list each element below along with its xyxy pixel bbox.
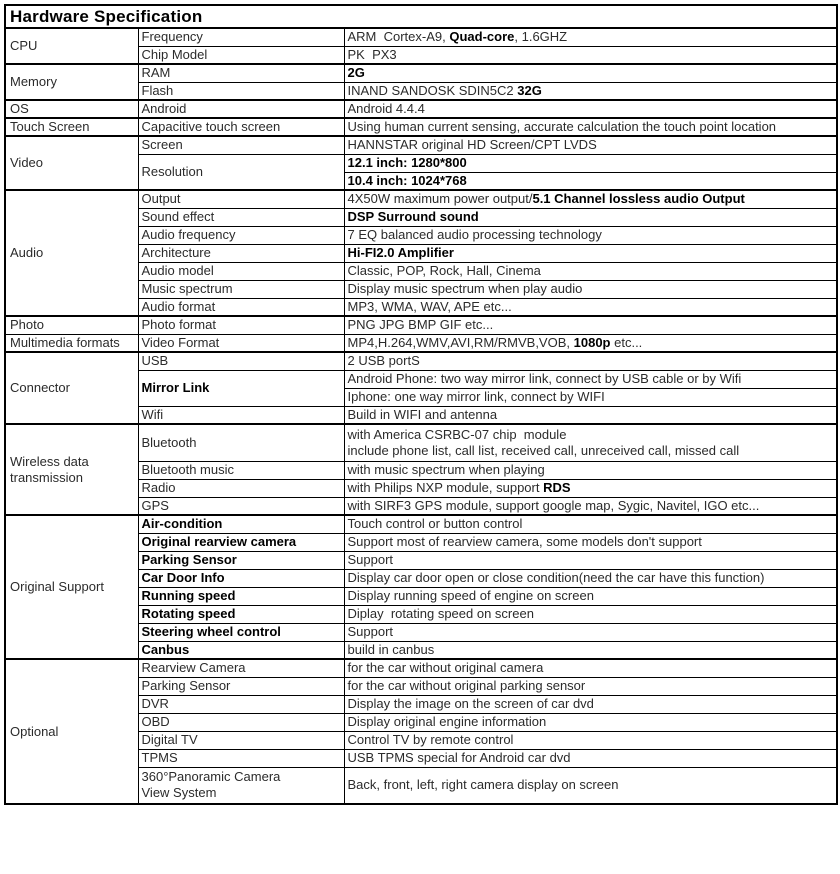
value-audio-format: MP3, WMA, WAV, APE etc... (344, 298, 837, 316)
value-usb: 2 USB portS (344, 352, 837, 370)
value-resolution-12 (344, 154, 837, 172)
value-sound-effect (344, 208, 837, 226)
value-part-bold: 1080p (573, 334, 611, 350)
value-air-condition: Touch control or button control (344, 515, 837, 533)
value-bluetooth (344, 424, 837, 461)
label-parking-sensor: Parking Sensor (138, 551, 344, 569)
label-ram: RAM (138, 64, 344, 82)
value-digital-tv: Control TV by remote control (344, 731, 837, 749)
value-output (344, 190, 837, 208)
value-line-2: include phone list, call list, received call, unreceived call, missed call (347, 442, 740, 458)
value-music-spectrum: Display music spectrum when play audio (344, 280, 837, 298)
label-usb: USB (138, 352, 344, 370)
table-row (5, 352, 837, 370)
value-frequency (344, 28, 837, 46)
category-audio: Audio (5, 190, 138, 316)
label-air-condition: Air-condition (138, 515, 344, 533)
value-optional-parking-sensor: for the car without original parking sensor (344, 677, 837, 695)
value-part: 4X50W maximum power output/ (347, 191, 533, 207)
title-row (5, 5, 837, 28)
value-video-format (344, 334, 837, 352)
label-mirror-link: Mirror Link (138, 370, 344, 406)
category-original-support: Original Support (5, 515, 138, 659)
value-part-bold: RDS (543, 480, 571, 495)
label-gps: GPS (138, 497, 344, 515)
label-photo-format: Photo format (138, 316, 344, 334)
label-chip-model: Chip Model (138, 46, 344, 64)
category-memory: Memory (5, 64, 138, 100)
label-wifi: Wifi (138, 406, 344, 424)
value-steering-wheel-control: Support (344, 623, 837, 641)
category-optional: Optional (5, 659, 138, 804)
label-music-spectrum: Music spectrum (138, 280, 344, 298)
table-row (5, 334, 837, 352)
label-canbus: Canbus (138, 641, 344, 659)
value-part: ARM Cortex-A9, (347, 29, 450, 45)
category-touch-screen: Touch Screen (5, 118, 138, 136)
value-screen: HANNSTAR original HD Screen/CPT LVDS (344, 136, 837, 154)
table-row (5, 118, 837, 136)
label-radio: Radio (138, 479, 344, 497)
value-rotating-speed: Diplay rotating speed on screen (344, 605, 837, 623)
value-part-bold: 2G (347, 65, 365, 81)
value-part-bold: Quad-core (449, 29, 515, 45)
value-car-door-info: Display car door open or close condition(need the car have this function) (344, 569, 837, 587)
label-audio-format: Audio format (138, 298, 344, 316)
value-part: with Philips NXP module, support (347, 480, 544, 495)
label-line-2: View System (141, 785, 217, 801)
label-dvr: DVR (138, 695, 344, 713)
label-video-format: Video Format (138, 334, 344, 352)
value-capacitive-touch-screen: Using human current sensing, accurate calculation the touch point location (344, 118, 837, 136)
category-cpu: CPU (5, 28, 138, 64)
category-os: OS (5, 100, 138, 118)
value-part-bold: 10.4 inch: 1024*768 (347, 172, 467, 188)
value-architecture (344, 244, 837, 262)
value-part: MP4,H.264,WMV,AVI,RM/RMVB,VOB, (347, 334, 574, 350)
value-part-bold: 12.1 inch: 1280*800 (347, 155, 467, 170)
value-original-rearview-camera: Support most of rearview camera, some models don't support (344, 533, 837, 551)
category-wireless-data-transmission: Wireless data transmission (5, 424, 138, 515)
value-part: , 1.6GHZ (514, 29, 568, 45)
table-row (5, 100, 837, 118)
label-running-speed: Running speed (138, 587, 344, 605)
value-flash (344, 82, 837, 100)
value-running-speed: Display running speed of engine on screen (344, 587, 837, 605)
category-photo: Photo (5, 316, 138, 334)
value-obd: Display original engine information (344, 713, 837, 731)
label-flash: Flash (138, 82, 344, 100)
value-mirror-link-iphone: Iphone: one way mirror link, connect by WIFI (344, 388, 837, 406)
label-sound-effect: Sound effect (138, 208, 344, 226)
value-tpms: USB TPMS special for Android car dvd (344, 749, 837, 767)
value-mirror-link-android: Android Phone: two way mirror link, connect by USB cable or by Wifi (344, 370, 837, 388)
label-panoramic-camera (138, 767, 344, 804)
page-title: Hardware Specification (5, 5, 837, 28)
value-bluetooth-music: with music spectrum when playing (344, 461, 837, 479)
label-line-1: 360°Panoramic Camera (141, 769, 281, 785)
value-chip-model: PK PX3 (344, 46, 837, 64)
label-optional-parking-sensor: Parking Sensor (138, 677, 344, 695)
value-part: INAND SANDOSK SDIN5C2 (347, 82, 518, 98)
label-original-rearview-camera: Original rearview camera (138, 533, 344, 551)
label-output: Output (138, 190, 344, 208)
table-row (5, 316, 837, 334)
label-screen: Screen (138, 136, 344, 154)
table-row (5, 28, 837, 46)
value-resolution-10 (344, 172, 837, 190)
table-row (5, 190, 837, 208)
label-frequency: Frequency (138, 28, 344, 46)
value-android: Android 4.4.4 (344, 100, 837, 118)
value-panoramic-camera: Back, front, left, right camera display on screen (344, 767, 837, 804)
value-audio-model: Classic, POP, Rock, Hall, Cinema (344, 262, 837, 280)
label-audio-frequency: Audio frequency (138, 226, 344, 244)
label-bluetooth-music: Bluetooth music (138, 461, 344, 479)
value-audio-frequency: 7 EQ balanced audio processing technology (344, 226, 837, 244)
table-row (5, 136, 837, 154)
value-ram (344, 64, 837, 82)
value-rearview-camera: for the car without original camera (344, 659, 837, 677)
label-obd: OBD (138, 713, 344, 731)
value-part-bold: 32G (517, 82, 542, 98)
value-part-bold: Hi-FI2.0 Amplifier (347, 245, 454, 260)
value-line-1: with America CSRBC-07 chip module (347, 426, 567, 442)
label-tpms: TPMS (138, 749, 344, 767)
value-gps: with SIRF3 GPS module, support google map, Sygic, Navitel, IGO etc... (344, 497, 837, 515)
label-audio-model: Audio model (138, 262, 344, 280)
category-multimedia-formats: Multimedia formats (5, 334, 138, 352)
category-connector: Connector (5, 352, 138, 424)
value-photo-format: PNG JPG BMP GIF etc... (344, 316, 837, 334)
label-rotating-speed: Rotating speed (138, 605, 344, 623)
value-canbus: build in canbus (344, 641, 837, 659)
table-row (5, 64, 837, 82)
hardware-spec-table (4, 4, 838, 805)
label-android: Android (138, 100, 344, 118)
value-part-bold: 5.1 Channel lossless audio Output (532, 191, 745, 207)
category-video: Video (5, 136, 138, 190)
table-row (5, 515, 837, 533)
value-parking-sensor: Support (344, 551, 837, 569)
value-radio (344, 479, 837, 497)
label-rearview-camera: Rearview Camera (138, 659, 344, 677)
label-digital-tv: Digital TV (138, 731, 344, 749)
table-row (5, 424, 837, 461)
label-resolution: Resolution (138, 154, 344, 190)
label-steering-wheel-control: Steering wheel control (138, 623, 344, 641)
table-row (5, 659, 837, 677)
value-part-bold: DSP Surround sound (347, 209, 479, 224)
label-car-door-info: Car Door Info (138, 569, 344, 587)
label-bluetooth: Bluetooth (138, 424, 344, 461)
label-architecture: Architecture (138, 244, 344, 262)
label-capacitive-touch-screen: Capacitive touch screen (138, 118, 344, 136)
value-part: etc... (610, 334, 643, 350)
value-dvr: Display the image on the screen of car dvd (344, 695, 837, 713)
value-wifi: Build in WIFI and antenna (344, 406, 837, 424)
